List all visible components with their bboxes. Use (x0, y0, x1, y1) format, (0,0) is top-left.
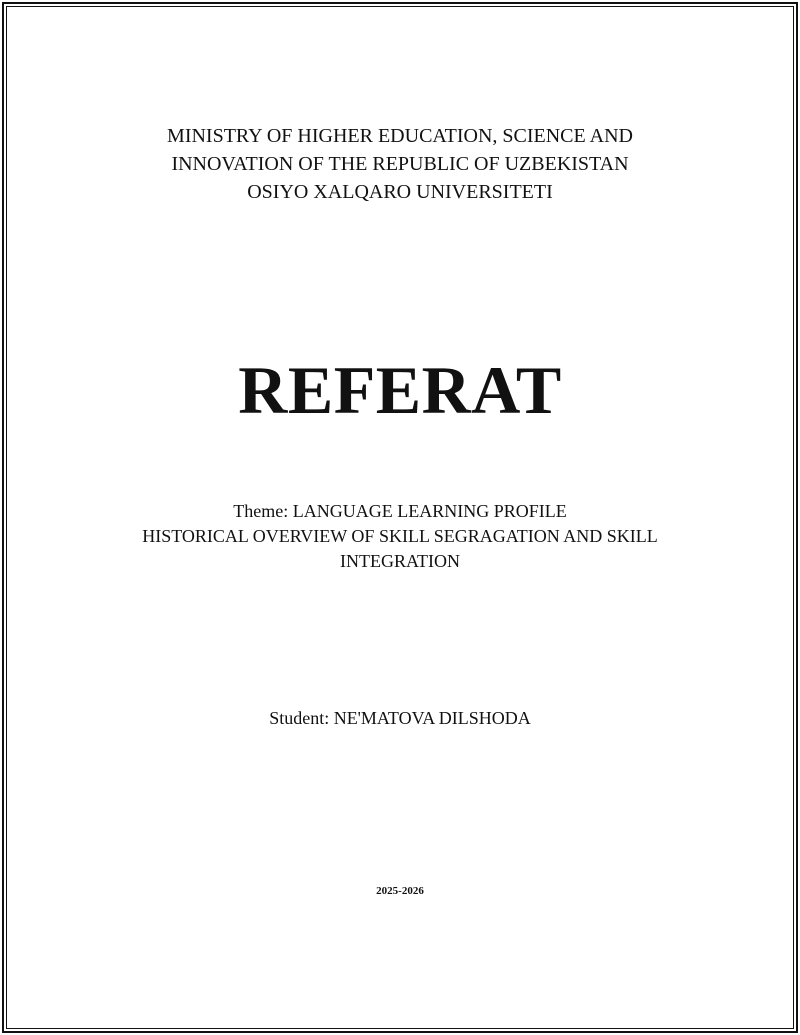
theme-block (0, 499, 800, 574)
student-name: Student: NE'MATOVA DILSHODA (269, 708, 531, 728)
academic-year: 2025-2026 (376, 885, 424, 897)
theme-line-2: HISTORICAL OVERVIEW OF SKILL SEGRAGATION AND SKILL (142, 526, 658, 546)
theme-line-1: Theme: LANGUAGE LEARNING PROFILE (233, 501, 567, 521)
header-line-2: INNOVATION OF THE REPUBLIC OF UZBEKISTAN (171, 153, 629, 175)
header-line-1: MINISTRY OF HIGHER EDUCATION, SCIENCE AND (167, 125, 633, 147)
institution-header (0, 122, 800, 206)
document-title: REFERAT (238, 352, 562, 428)
theme-line-3: INTEGRATION (340, 551, 460, 571)
header-line-3: OSIYO XALQARO UNIVERSITETI (247, 181, 553, 203)
